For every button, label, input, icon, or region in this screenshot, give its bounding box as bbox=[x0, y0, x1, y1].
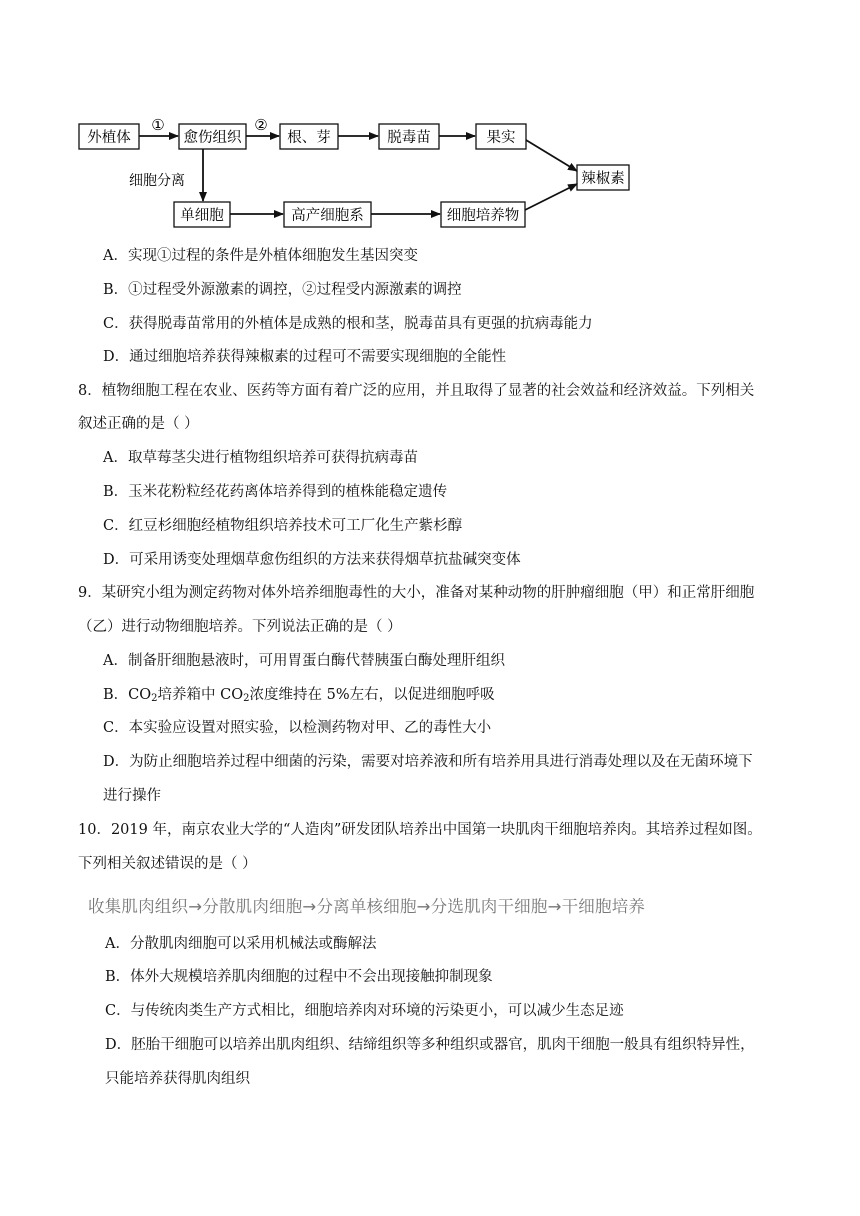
q7-option-b: B．①过程受外源激素的调控，②过程受内源激素的调控 bbox=[103, 282, 462, 298]
q9-stem: 9．某研究小组为测定药物对体外培养细胞毒性的大小，准备对某种动物的肝肿瘤细胞（甲）和正常肝细胞 bbox=[78, 585, 755, 601]
q9-option-a: A．制备肝细胞悬液时，可用胃蛋白酶代替胰蛋白酶处理肝组织 bbox=[103, 653, 505, 669]
q8-option-d: D．可采用诱变处理烟草愈伤组织的方法来获得烟草抗盐碱突变体 bbox=[103, 552, 521, 568]
svg-text:脱毒苗: 脱毒苗 bbox=[387, 130, 431, 146]
svg-text:根、芽: 根、芽 bbox=[287, 130, 331, 146]
q9-option-b bbox=[103, 685, 495, 705]
svg-text:辣椒素: 辣椒素 bbox=[581, 171, 625, 187]
q9-option-d-cont: 进行操作 bbox=[103, 788, 161, 804]
node-explant bbox=[79, 124, 139, 149]
cell-separation-label: 细胞分离 bbox=[129, 173, 185, 189]
q10-option-d: D．胚胎干细胞可以培养出肌肉组织、结缔组织等多种组织或器官，肌肉干细胞一般具有组织特异性， bbox=[105, 1037, 755, 1053]
q7-option-a: A．实现①过程的条件是外植体细胞发生基因突变 bbox=[103, 248, 418, 264]
svg-text:单细胞: 单细胞 bbox=[180, 208, 224, 224]
node-virus-free-seedling bbox=[379, 124, 439, 149]
q7-option-c: C．获得脱毒苗常用的外植体是成熟的根和茎，脱毒苗具有更强的抗病毒能力 bbox=[103, 316, 593, 332]
q9-option-b-sub2: 2 bbox=[243, 693, 250, 704]
q10-stem-cont: 下列相关叙述错误的是（ ） bbox=[78, 856, 257, 872]
step-1-label: ① bbox=[151, 116, 165, 134]
node-root-bud bbox=[280, 124, 338, 149]
q10-option-d-cont: 只能培养获得肌肉组织 bbox=[105, 1071, 250, 1087]
q9-option-b-part2: 培养箱中 CO bbox=[157, 687, 244, 703]
node-capsaicin bbox=[577, 165, 629, 190]
q7-option-d: D．通过细胞培养获得辣椒素的过程可不需要实现细胞的全能性 bbox=[103, 349, 507, 365]
svg-text:外植体: 外植体 bbox=[87, 130, 131, 146]
arrow-fruit-capsaicin bbox=[526, 140, 577, 171]
svg-text:愈伤组织: 愈伤组织 bbox=[183, 130, 242, 146]
q9-stem-cont: （乙）进行动物细胞培养。下列说法正确的是（ ） bbox=[78, 619, 402, 635]
node-cell-culture bbox=[441, 202, 525, 227]
svg-text:细胞培养物: 细胞培养物 bbox=[446, 208, 520, 224]
svg-text:高产细胞系: 高产细胞系 bbox=[291, 208, 364, 224]
arrow-culture-capsaicin bbox=[525, 184, 577, 210]
q9-option-c: C．本实验应设置对照实验，以检测药物对甲、乙的毒性大小 bbox=[103, 720, 492, 736]
q8-option-b: B．玉米花粉粒经花药离体培养得到的植株能稳定遗传 bbox=[103, 484, 448, 500]
q10-stem: 10．2019 年，南京农业大学的“人造肉”研发团队培养出中国第一块肌肉干细胞培养肉。其培养过程如图。 bbox=[78, 822, 762, 838]
q9-option-d: D．为防止细胞培养过程中细菌的污染，需要对培养液和所有培养用具进行消毒处理以及在无菌环境下 bbox=[103, 754, 753, 770]
q10-option-a: A．分散肌肉细胞可以采用机械法或酶解法 bbox=[105, 936, 377, 952]
step-2-label: ② bbox=[254, 116, 268, 134]
q8-stem: 8．植物细胞工程在农业、医药等方面有着广泛的应用，并且取得了显著的社会效益和经济效益。下列相关 bbox=[78, 383, 755, 399]
flow-diagram bbox=[0, 0, 860, 240]
q10-option-c: C．与传统肉类生产方式相比，细胞培养肉对环境的污染更小，可以减少生态足迹 bbox=[105, 1003, 624, 1019]
q9-option-b-sub1: 2 bbox=[151, 693, 158, 704]
q10-option-b: B．体外大规模培养肌肉细胞的过程中不会出现接触抑制现象 bbox=[105, 969, 493, 985]
node-high-yield-cell-line bbox=[284, 202, 371, 227]
q9-option-b-part1: B．CO bbox=[103, 687, 152, 703]
node-callus bbox=[179, 124, 246, 149]
q9-option-b-part3: 浓度维持在 5%左右，以促进细胞呼吸 bbox=[249, 687, 495, 703]
q10-process-flow: 收集肌肉组织→分散肌肉细胞→分离单核细胞→分选肌肉干细胞→干细胞培养 bbox=[88, 897, 646, 916]
q8-option-c: C．红豆杉细胞经植物组织培养技术可工厂化生产紫杉醇 bbox=[103, 518, 463, 534]
svg-text:果实: 果实 bbox=[486, 130, 516, 146]
q8-option-a: A．取草莓茎尖进行植物组织培养可获得抗病毒苗 bbox=[103, 450, 418, 466]
node-single-cell bbox=[174, 202, 230, 227]
node-fruit bbox=[476, 124, 526, 149]
q8-stem-cont: 叙述正确的是（ ） bbox=[78, 416, 199, 432]
